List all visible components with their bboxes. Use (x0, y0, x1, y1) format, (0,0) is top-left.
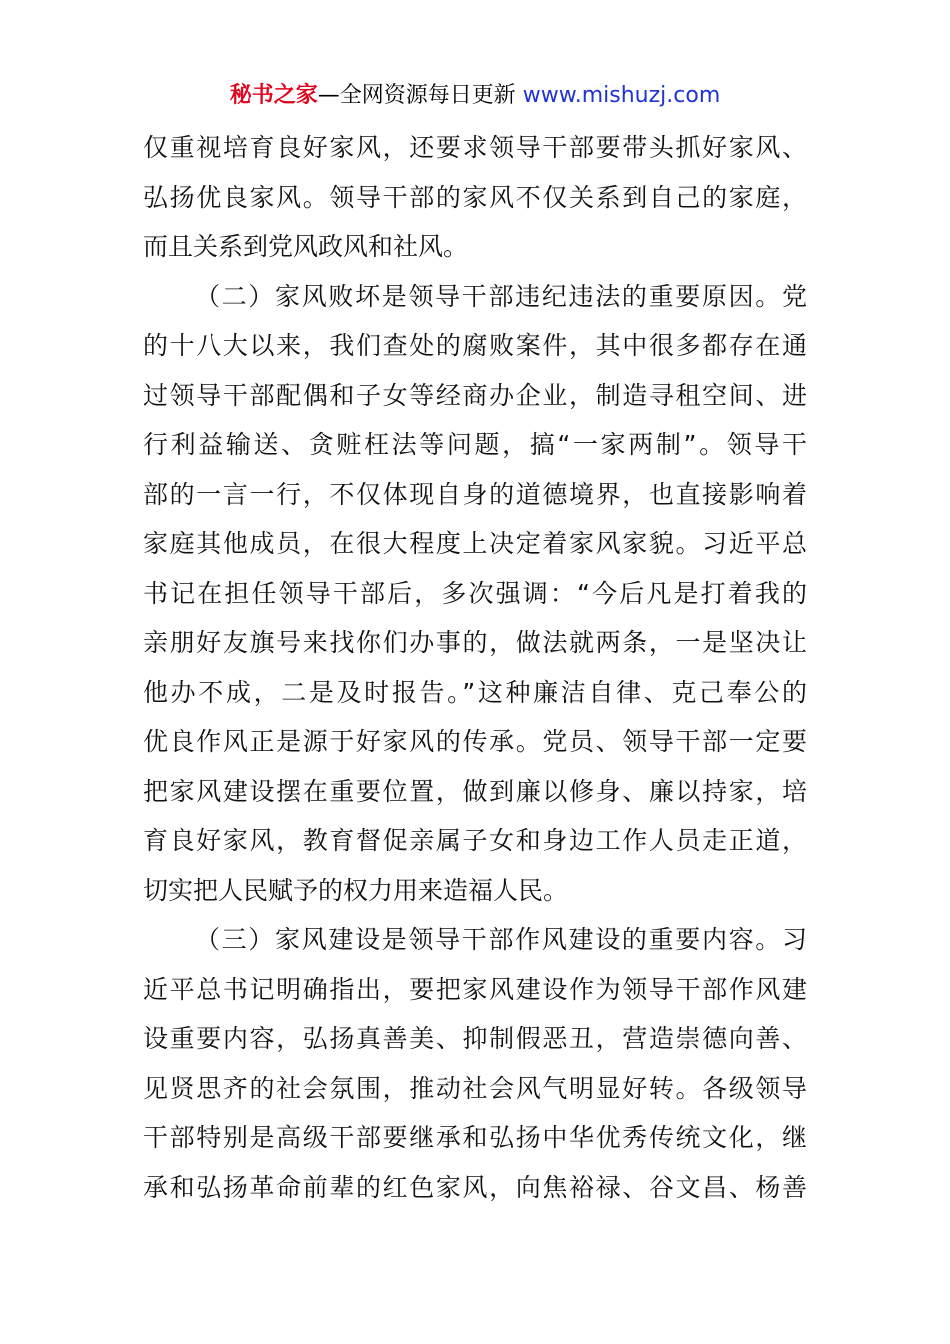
body-line: 把家风建设摆在重要位置，做到廉以修身、廉以持家，培 (143, 776, 807, 806)
body-line: 干部特别是高级干部要继承和弘扬中华优秀传统文化，继 (143, 1123, 807, 1152)
body-line: 见贤思齐的社会氛围，推动社会风气明显好转。各级领导 (143, 1073, 807, 1103)
body-line: 而且关系到党风政风和社风。 (143, 232, 469, 261)
paragraph-heading-line: （三）家风建设是领导干部作风建设的重要内容。习 (195, 925, 807, 954)
body-line: 他办不成，二是及时报告。”这种廉洁自律、克己奉公的 (143, 677, 807, 707)
brand-name: 秘书之家 (229, 83, 318, 108)
body-line: 优良作风正是源于好家风的传承。党员、领导干部一定要 (143, 727, 807, 756)
body-line: 切实把人民赋予的权力用来造福人民。 (143, 875, 569, 905)
body-line: 家庭其他成员，在很大程度上决定着家风家貌。习近平总 (143, 529, 807, 558)
body-line: 行利益输送、贪赃枉法等问题，搞“一家两制”。领导干 (143, 430, 807, 459)
document-body (143, 123, 807, 1212)
body-line: 书记在担任领导干部后，多次强调：“今后凡是打着我的 (143, 578, 807, 608)
body-line: 亲朋好友旗号来找你们办事的，做法就两条，一是坚决让 (143, 628, 807, 657)
body-line: 近平总书记明确指出，要把家风建设作为领导干部作风建 (143, 974, 807, 1004)
body-line: 弘扬优良家风。领导干部的家风不仅关系到自己的家庭， (143, 182, 807, 212)
site-url-link[interactable]: www.mishuzj.com (522, 83, 721, 108)
body-line: 过领导干部配偶和子女等经商办企业，制造寻租空间、进 (143, 380, 807, 410)
paragraph-heading-line: （二）家风败坏是领导干部违纪违法的重要原因。党 (195, 281, 807, 311)
body-line: 育良好家风，教育督促亲属子女和身边工作人员走正道， (143, 826, 807, 855)
body-line: 部的一言一行，不仅体现自身的道德境界，也直接影响着 (143, 479, 807, 509)
body-line: 的十八大以来，我们查处的腐败案件，其中很多都存在通 (143, 331, 807, 360)
header-tagline: —全网资源每日更新 (317, 83, 523, 108)
body-line: 设重要内容，弘扬真善美、抑制假恶丑，营造崇德向善、 (143, 1024, 807, 1053)
body-line: 仅重视培育良好家风，还要求领导干部要带头抓好家风、 (143, 133, 807, 162)
site-header (0, 80, 950, 112)
body-line: 承和弘扬革命前辈的红色家风，向焦裕禄、谷文昌、杨善 (143, 1172, 807, 1202)
